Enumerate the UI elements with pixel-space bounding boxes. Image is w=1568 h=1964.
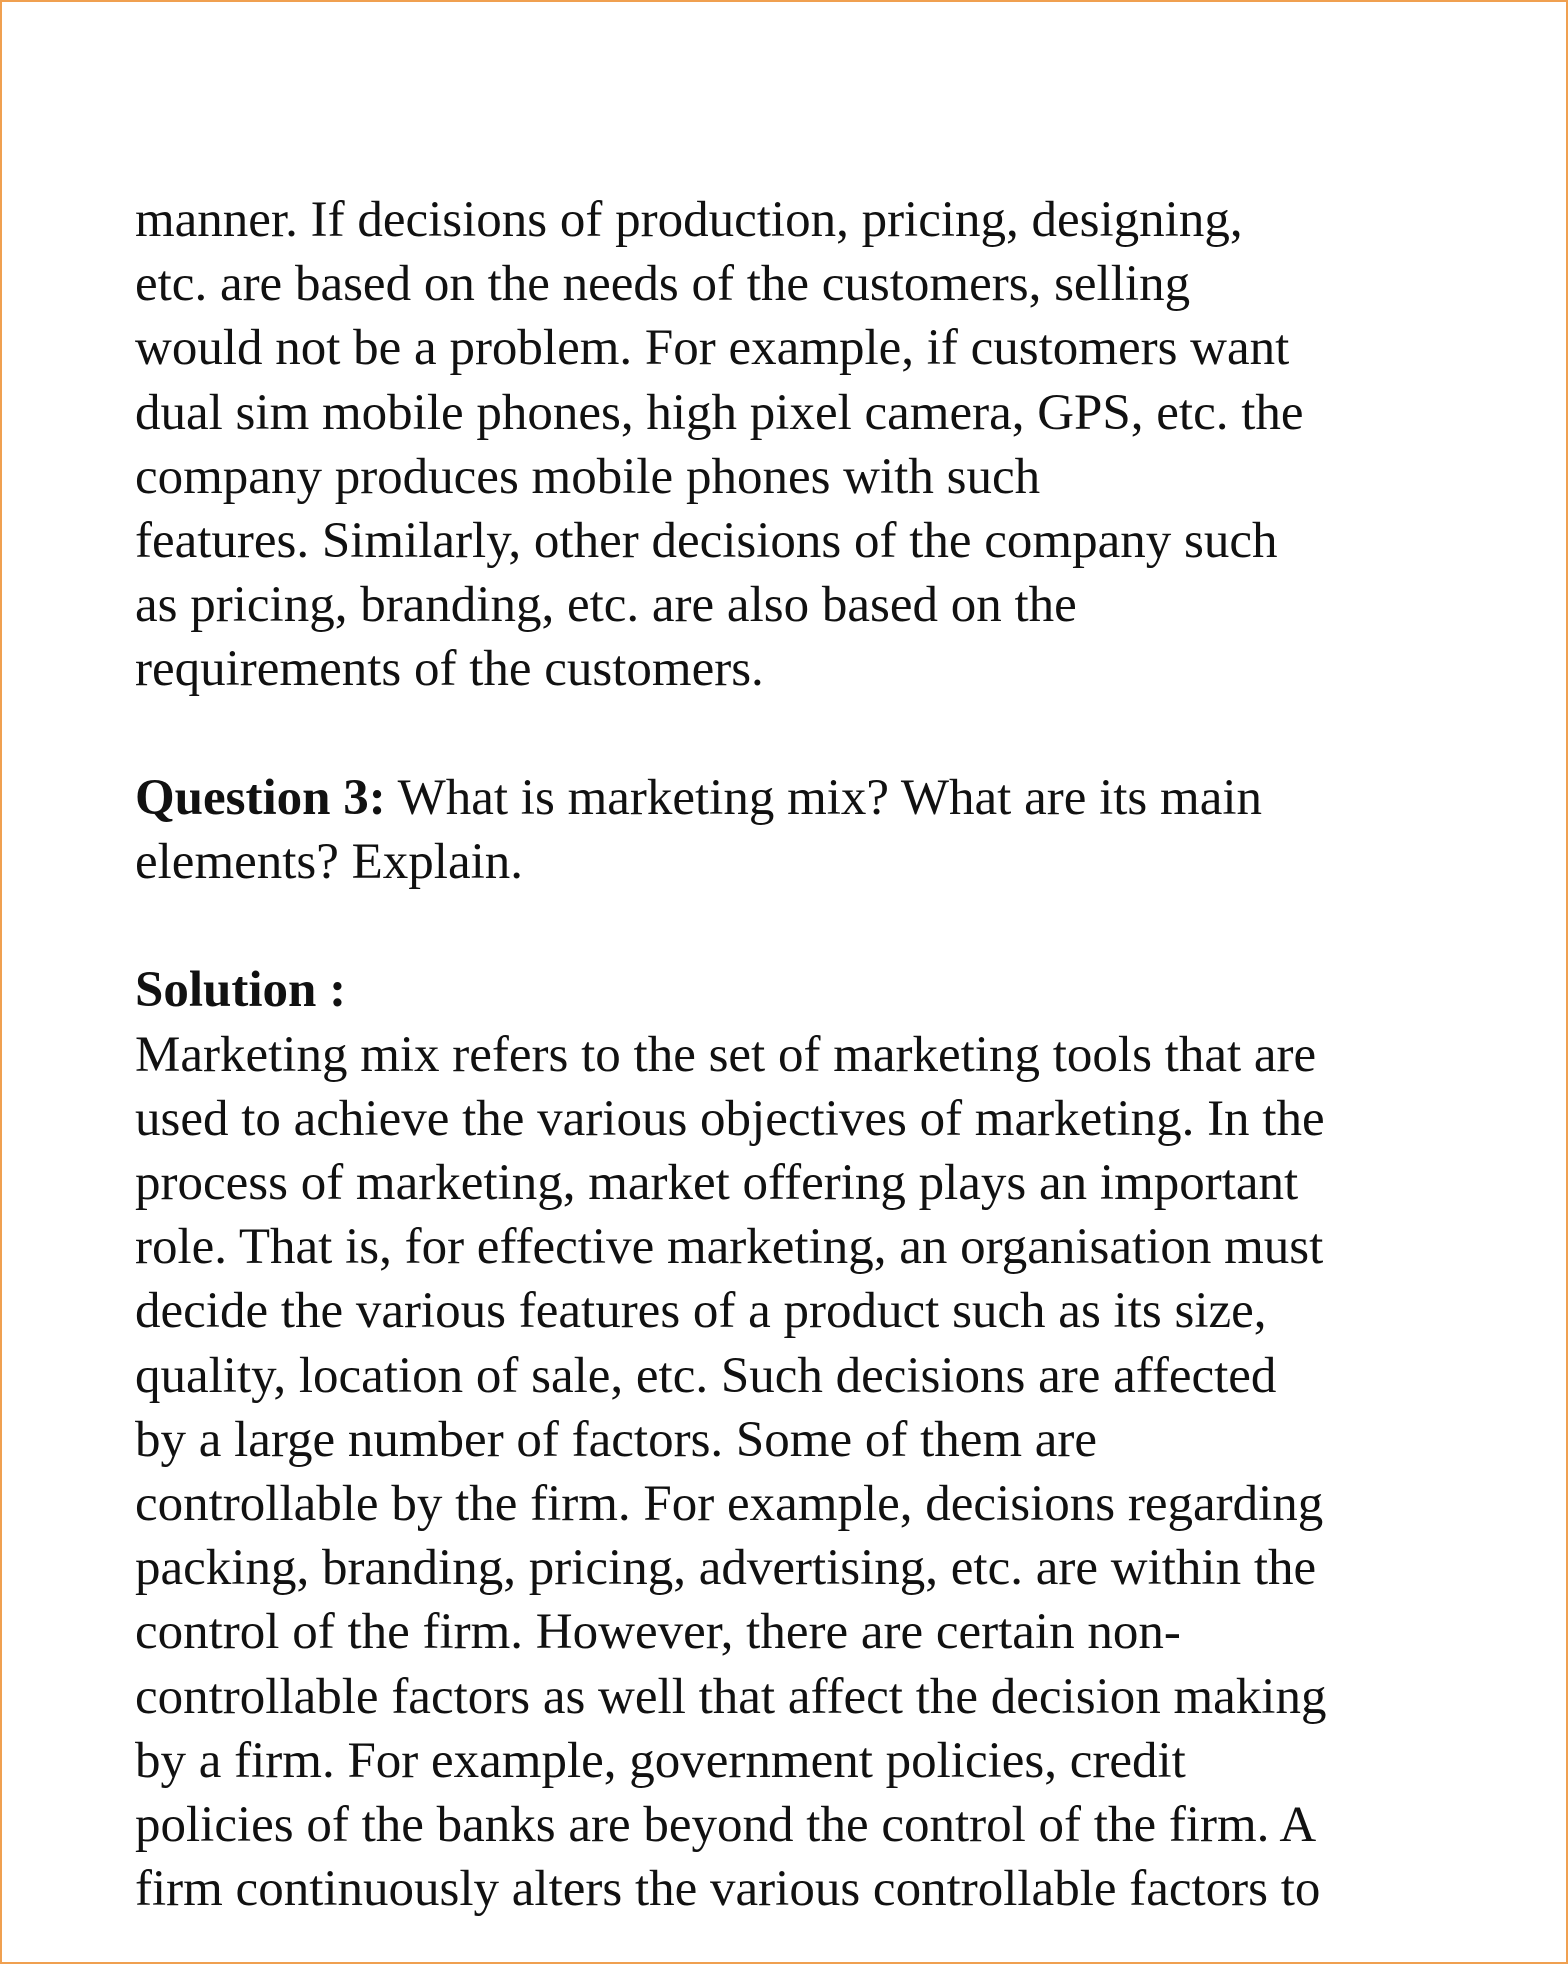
text-line: policies of the banks are beyond the control of the firm. A: [135, 1797, 1317, 1854]
text-line: features. Similarly, other decisions of the company such: [135, 513, 1278, 570]
text-line: dual sim mobile phones, high pixel camera, GPS, etc. the: [135, 384, 1304, 441]
text-line: controllable factors as well that affect the decision making: [135, 1668, 1327, 1725]
page-content: [135, 188, 1435, 1921]
question-line-2: elements? Explain.: [135, 834, 524, 891]
question-block: [135, 766, 1435, 894]
text-line: as pricing, branding, etc. are also based on the: [135, 577, 1077, 634]
text-line: would not be a problem. For example, if customers want: [135, 320, 1290, 377]
solution-heading: Solution :: [135, 962, 347, 1019]
question-label: Question 3:: [135, 769, 386, 826]
text-line: decide the various features of a product such as its size,: [135, 1283, 1267, 1340]
question-text: What is marketing mix? What are its main: [385, 769, 1262, 826]
paragraph-spacer: [135, 894, 1435, 958]
text-line: manner. If decisions of production, pricing, designing,: [135, 192, 1243, 248]
text-line: control of the firm. However, there are certain non-: [135, 1604, 1181, 1661]
question-line: [135, 766, 1435, 830]
text-line: packing, branding, pricing, advertising, etc. are within the: [135, 1540, 1317, 1597]
text-line: quality, location of sale, etc. Such decisions are affected: [135, 1347, 1277, 1404]
text-line: role. That is, for effective marketing, an organisation must: [135, 1219, 1324, 1276]
text-line: by a large number of factors. Some of them are: [135, 1411, 1098, 1468]
paragraph-intro: [135, 188, 1435, 702]
text-line: by a firm. For example, government policies, credit: [135, 1732, 1186, 1789]
text-line: requirements of the customers.: [135, 641, 764, 698]
text-line: Marketing mix refers to the set of marketing tools that are: [135, 1026, 1317, 1083]
text-line: firm continuously alters the various controllable factors to: [135, 1861, 1321, 1918]
paragraph-spacer: [135, 702, 1435, 766]
text-line: controllable by the firm. For example, decisions regarding: [135, 1476, 1324, 1533]
text-line: process of marketing, market offering plays an important: [135, 1155, 1299, 1212]
text-line: company produces mobile phones with such: [135, 448, 1041, 505]
text-line: etc. are based on the needs of the customers, selling: [135, 256, 1191, 313]
solution-block: [135, 958, 1435, 1921]
text-line: used to achieve the various objectives of marketing. In the: [135, 1090, 1325, 1147]
